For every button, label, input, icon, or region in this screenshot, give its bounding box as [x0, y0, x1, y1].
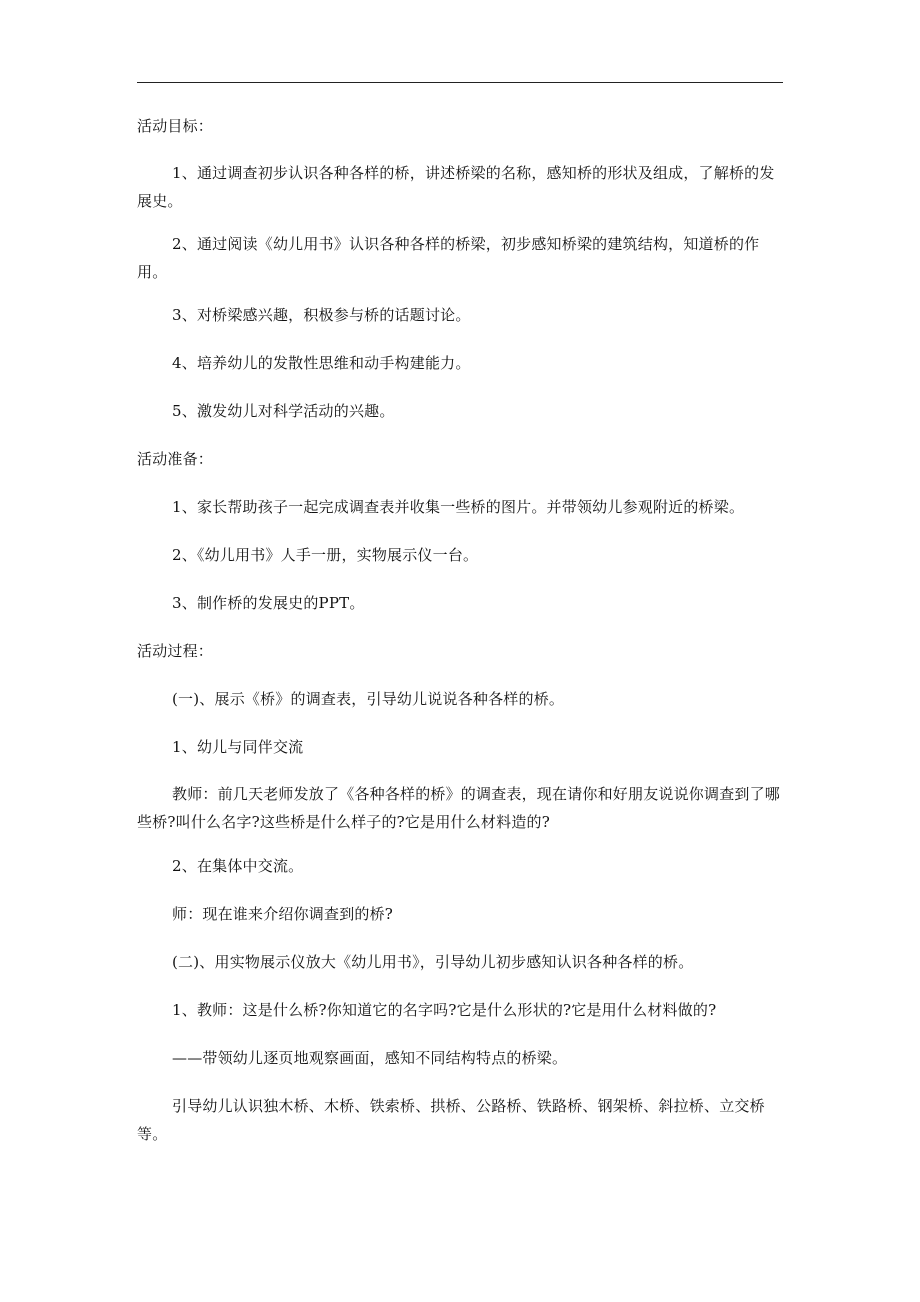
- header-rule: [137, 82, 783, 83]
- process-item-9: 引导幼儿认识独木桥、木桥、铁索桥、拱桥、公路桥、铁路桥、钢架桥、斜拉桥、立交桥等。: [137, 1097, 765, 1143]
- process-item-7: 1、教师：这是什么桥?你知道它的名字吗?它是什么形状的?它是用什么材料做的?: [172, 1001, 717, 1019]
- process-item-2: 1、幼儿与同伴交流: [172, 738, 304, 756]
- section-heading-process: 活动过程：: [137, 642, 214, 660]
- process-item-1: (一)、展示《桥》的调查表，引导幼儿说说各种各样的桥。: [172, 690, 565, 708]
- section-heading-preparation: 活动准备：: [137, 450, 214, 468]
- goal-item-3: 3、对桥梁感兴趣，积极参与桥的话题讨论。: [172, 306, 471, 324]
- process-item-5: 师：现在谁来介绍你调查到的桥?: [172, 905, 394, 923]
- process-item-3: 教师：前几天老师发放了《各种各样的桥》的调查表，现在请你和好朋友说说你调查到了哪些桥?叫什么名字?这些桥是什么样子的?它是用什么材料造的?: [137, 785, 781, 831]
- prep-item-3: 3、制作桥的发展史的PPT。: [172, 594, 365, 612]
- process-item-4: 2、在集体中交流。: [172, 857, 304, 875]
- prep-item-2: 2、《幼儿用书》人手一册，实物展示仪一台。: [172, 546, 479, 564]
- process-item-6: (二)、用实物展示仪放大《幼儿用书》，引导幼儿初步感知认识各种各样的桥。: [172, 953, 694, 971]
- process-item-8: ——带领幼儿逐页地观察画面，感知不同结构特点的桥梁。: [172, 1049, 568, 1067]
- goal-item-5: 5、激发幼儿对科学活动的兴趣。: [172, 402, 395, 420]
- prep-item-1: 1、家长帮助孩子一起完成调查表并收集一些桥的图片。并带领幼儿参观附近的桥梁。: [172, 498, 745, 516]
- goal-item-2: 2、通过阅读《幼儿用书》认识各种各样的桥梁，初步感知桥梁的建筑结构，知道桥的作用。: [137, 235, 760, 281]
- goal-item-4: 4、培养幼儿的发散性思维和动手构建能力。: [172, 354, 471, 372]
- goal-item-1: 1、通过调查初步认识各种各样的桥，讲述桥梁的名称，感知桥的形状及组成，了解桥的发展史。: [137, 164, 775, 210]
- section-heading-goals: 活动目标：: [137, 117, 214, 135]
